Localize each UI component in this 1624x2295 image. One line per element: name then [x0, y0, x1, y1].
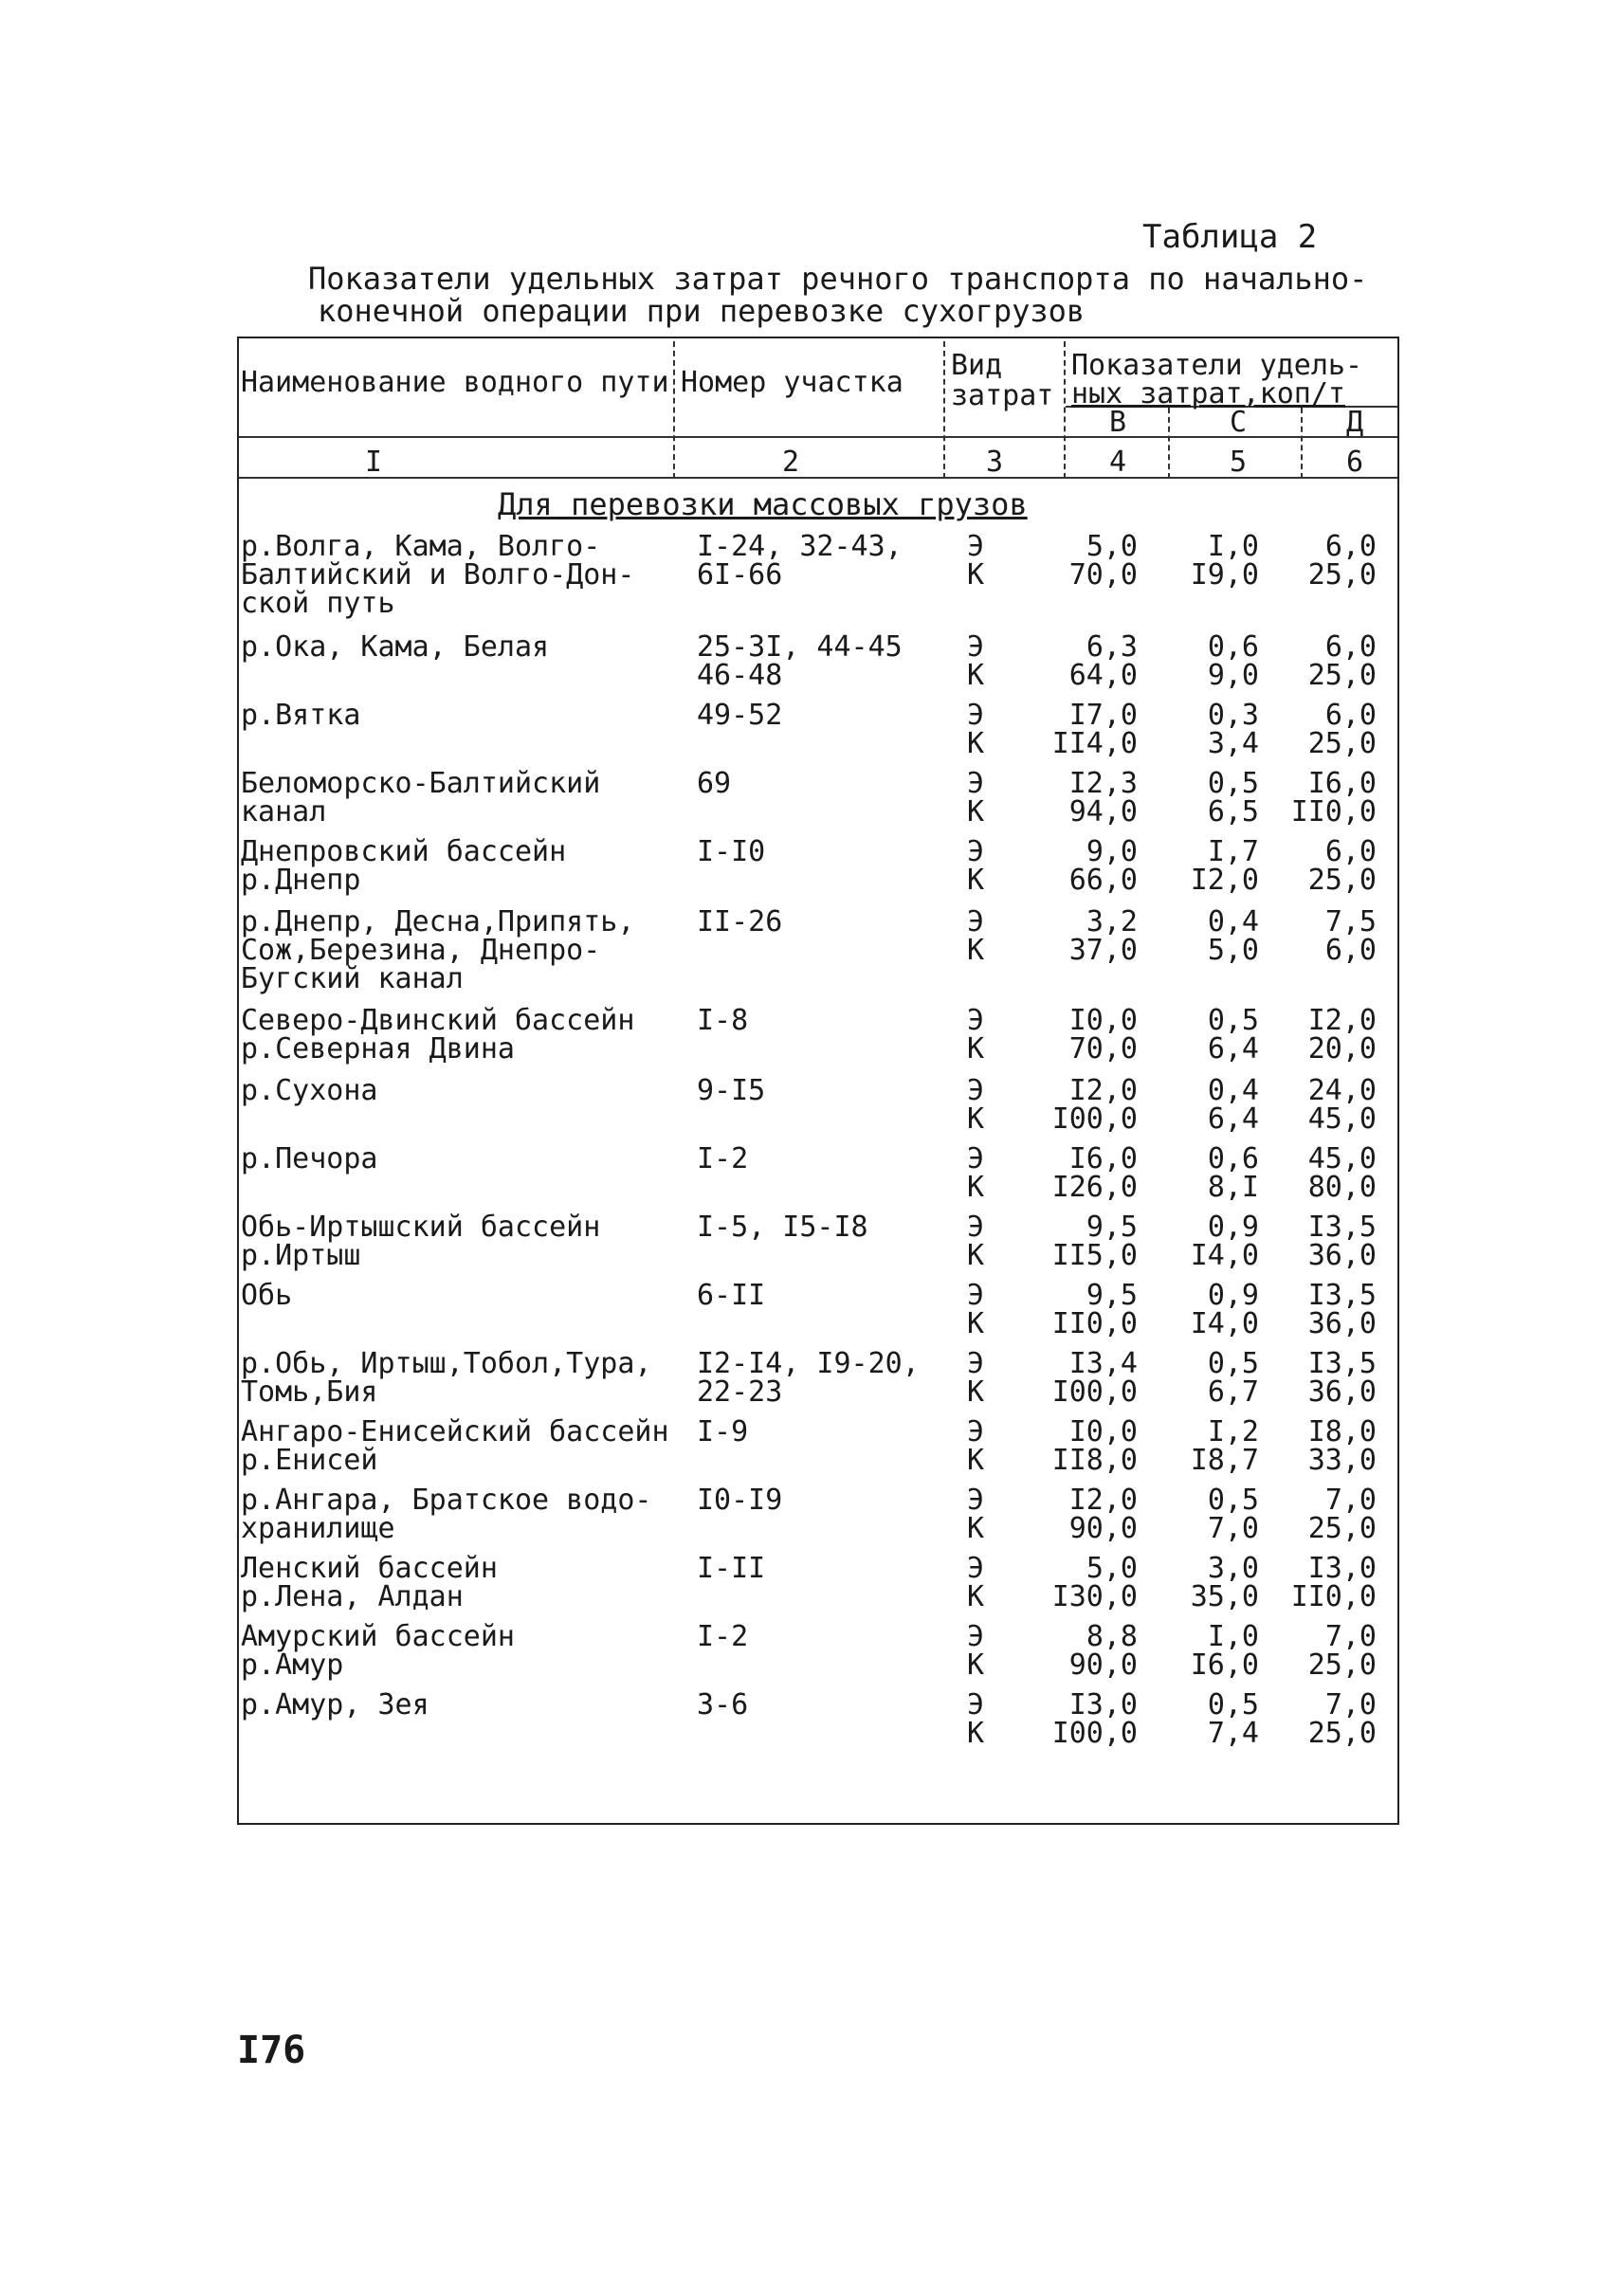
cost-kind: Э К	[967, 905, 985, 967]
header-divider-4	[1168, 408, 1170, 479]
value-b: I6,0 I26,0	[1051, 1142, 1138, 1204]
value-c: 0,5 7,0	[1207, 1484, 1259, 1545]
subheader-c: С	[1230, 406, 1248, 439]
value-d: I3,5 36,0	[1307, 1211, 1377, 1272]
value-d: I3,5 36,0	[1307, 1279, 1377, 1340]
waterway-name: р.Печора	[241, 1142, 378, 1175]
value-b: I3,4 I00,0	[1051, 1347, 1138, 1409]
section-numbers: I-I0	[697, 835, 766, 868]
waterway-name: Северо-Двинский бассейн р.Северная Двина	[241, 1004, 635, 1066]
waterway-name: р.Амур, Зея	[241, 1688, 429, 1721]
waterway-name: Ленский бассейн р.Лена, Алдан	[241, 1552, 498, 1613]
value-c: 0,5 6,5	[1207, 767, 1259, 829]
cost-kind: Э К	[967, 1074, 985, 1136]
value-c: 0,6 8,I	[1207, 1142, 1259, 1204]
table-label: Таблица 2	[1142, 218, 1318, 256]
value-b: 8,8 90,0	[1068, 1620, 1138, 1682]
waterway-name: р.Волга, Кама, Волго- Балтийский и Волго-Дон- ской путь	[241, 530, 635, 620]
column-number-6: 6	[1346, 446, 1364, 479]
value-c: 0,9 I4,0	[1190, 1211, 1259, 1272]
header-col-kind-2: затрат	[951, 379, 1054, 412]
cost-kind: Э К	[967, 1211, 985, 1272]
value-b: 9,0 66,0	[1068, 835, 1138, 897]
value-d: 24,0 45,0	[1307, 1074, 1377, 1136]
waterway-name: р.Сухона	[241, 1074, 378, 1107]
waterway-name: р.Вятка	[241, 699, 361, 732]
waterway-name: Обь	[241, 1279, 293, 1312]
section-numbers: 69	[697, 767, 732, 800]
value-d: I8,0 33,0	[1307, 1415, 1377, 1477]
section-numbers: 9-I5	[697, 1074, 766, 1107]
value-b: 3,2 37,0	[1068, 905, 1138, 967]
subheader-b: В	[1109, 406, 1127, 439]
section-numbers: I2-I4, I9-20, 22-23	[697, 1347, 920, 1409]
header-divider-1	[673, 341, 675, 479]
cost-kind: Э К	[967, 1484, 985, 1545]
value-b: I0,0 II8,0	[1051, 1415, 1138, 1477]
waterway-name: Ангаро-Енисейский бассейн р.Енисей	[241, 1415, 669, 1477]
value-d: 45,0 80,0	[1307, 1142, 1377, 1204]
header-col-indicators-1: Показатели удель-	[1071, 349, 1363, 382]
cost-kind: Э К	[967, 1415, 985, 1477]
value-d: 6,0 25,0	[1307, 630, 1377, 692]
section-numbers: 6-II	[697, 1279, 766, 1312]
value-c: 0,5 6,4	[1207, 1004, 1259, 1066]
cost-kind: Э К	[967, 1142, 985, 1204]
cost-kind: Э К	[967, 699, 985, 760]
cost-kind: Э К	[967, 767, 985, 829]
header-divider-3	[1064, 341, 1066, 479]
value-b: I2,0 I00,0	[1051, 1074, 1138, 1136]
value-b: I0,0 70,0	[1068, 1004, 1138, 1066]
value-c: I,7 I2,0	[1190, 835, 1259, 897]
cost-kind: Э К	[967, 530, 985, 592]
section-numbers: I-24, 32-43, 6I-66	[697, 530, 903, 592]
value-c: I,0 I6,0	[1190, 1620, 1259, 1682]
header-line-2	[239, 477, 1397, 479]
cost-kind: Э К	[967, 630, 985, 692]
column-number-2: 2	[782, 446, 800, 479]
cost-kind: Э К	[967, 835, 985, 897]
header-line-1	[239, 436, 1397, 438]
section-numbers: I-8	[697, 1004, 749, 1037]
value-d: I6,0 II0,0	[1290, 767, 1377, 829]
cost-kind: Э К	[967, 1347, 985, 1409]
value-c: I,2 I8,7	[1190, 1415, 1259, 1477]
cost-kind: Э К	[967, 1004, 985, 1066]
section-numbers: I0-I9	[697, 1484, 783, 1517]
value-d: 6,0 25,0	[1307, 835, 1377, 897]
section-numbers: I-5, I5-I8	[697, 1211, 868, 1244]
value-b: 5,0 I30,0	[1051, 1552, 1138, 1613]
section-numbers: 25-3I, 44-45 46-48	[697, 630, 903, 692]
value-b: I7,0 II4,0	[1051, 699, 1138, 760]
value-b: I2,0 90,0	[1068, 1484, 1138, 1545]
column-number-3: 3	[986, 446, 1004, 479]
value-c: 0,4 5,0	[1207, 905, 1259, 967]
value-d: 6,0 25,0	[1307, 530, 1377, 592]
column-number-4: 4	[1109, 446, 1127, 479]
header-divider-5	[1301, 408, 1303, 479]
value-c: 0,6 9,0	[1207, 630, 1259, 692]
value-d: 7,0 25,0	[1307, 1688, 1377, 1750]
value-b: 9,5 II5,0	[1051, 1211, 1138, 1272]
value-b: I2,3 94,0	[1068, 767, 1138, 829]
value-b: I3,0 I00,0	[1051, 1688, 1138, 1750]
waterway-name: Беломорско-Балтийский канал	[241, 767, 601, 829]
value-d: 7,0 25,0	[1307, 1620, 1377, 1682]
subheader-d: Д	[1346, 406, 1364, 439]
cost-kind: Э К	[967, 1688, 985, 1750]
value-d: I2,0 20,0	[1307, 1004, 1377, 1066]
page-number: I76	[237, 2029, 306, 2072]
section-numbers: I-2	[697, 1620, 749, 1653]
value-c: 0,5 6,7	[1207, 1347, 1259, 1409]
value-c: 0,5 7,4	[1207, 1688, 1259, 1750]
waterway-name: р.Днепр, Десна,Припять, Сож,Березина, Днепро- Бугский канал	[241, 905, 635, 995]
header-col-section: Номер участка	[681, 366, 903, 399]
table-caption	[308, 261, 1368, 329]
value-c: 3,0 35,0	[1190, 1552, 1259, 1613]
section-numbers: II-26	[697, 905, 783, 938]
section-numbers: I-2	[697, 1142, 749, 1175]
section-numbers: I-II	[697, 1552, 766, 1585]
waterway-name: р.Обь, Иртыш,Тобол,Тура, Томь,Бия	[241, 1347, 652, 1409]
caption-line-1: Показатели удельных затрат речного транспорта по начально-	[308, 261, 1368, 297]
waterway-name: Обь-Иртышский бассейн р.Иртыш	[241, 1211, 601, 1272]
value-d: I3,0 II0,0	[1290, 1552, 1377, 1613]
header-col-name: Наименование водного пути	[241, 366, 669, 399]
section-numbers: 3-6	[697, 1688, 749, 1721]
waterway-name: Днепровский бассейн р.Днепр	[241, 835, 567, 897]
section-title: Для перевозки массовых грузов	[498, 486, 1028, 522]
value-b: 5,0 70,0	[1068, 530, 1138, 592]
waterway-name: р.Ангара, Братское водо- хранилище	[241, 1484, 652, 1545]
header-col-kind-1: Вид	[951, 349, 1003, 382]
caption-line-2: конечной операции при перевозке сухогрузов	[318, 293, 1086, 329]
value-d: 7,0 25,0	[1307, 1484, 1377, 1545]
section-numbers: I-9	[697, 1415, 749, 1448]
waterway-name: Амурский бассейн р.Амур	[241, 1620, 515, 1682]
section-numbers: 49-52	[697, 699, 783, 732]
value-c: 0,4 6,4	[1207, 1074, 1259, 1136]
value-c: I,0 I9,0	[1190, 530, 1259, 592]
cost-kind: Э К	[967, 1279, 985, 1340]
value-c: 0,3 3,4	[1207, 699, 1259, 760]
value-d: 7,5 6,0	[1324, 905, 1377, 967]
waterway-name: р.Ока, Кама, Белая	[241, 630, 550, 664]
cost-kind: Э К	[967, 1552, 985, 1613]
column-number-5: 5	[1230, 446, 1248, 479]
column-number-1: I	[365, 446, 383, 479]
header-col-indicators-2: ных затрат,коп/т	[1071, 377, 1345, 410]
value-c: 0,9 I4,0	[1190, 1279, 1259, 1340]
header-divider-2	[943, 341, 945, 479]
value-b: 6,3 64,0	[1068, 630, 1138, 692]
cost-kind: Э К	[967, 1620, 985, 1682]
value-b: 9,5 II0,0	[1051, 1279, 1138, 1340]
value-d: 6,0 25,0	[1307, 699, 1377, 760]
value-d: I3,5 36,0	[1307, 1347, 1377, 1409]
